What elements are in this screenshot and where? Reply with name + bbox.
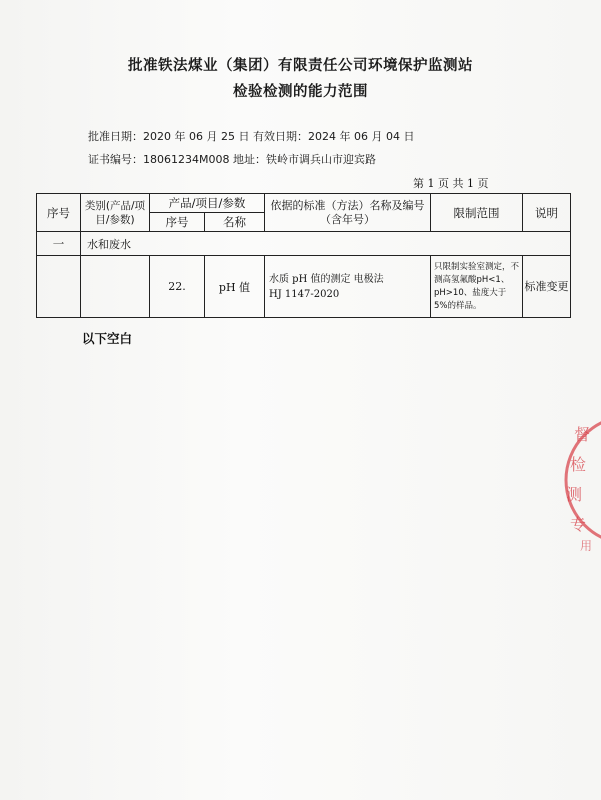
svg-text:测: 测 bbox=[566, 485, 583, 504]
row-category bbox=[81, 256, 150, 318]
row-limit: 只限制实验室测定，不测高氢氟酸pH<1、pH>10、盐度大于 5%的样品。 bbox=[431, 256, 523, 318]
capability-table bbox=[36, 193, 571, 318]
header-category: 类别(产品/项目/参数) bbox=[81, 194, 150, 232]
header-limit: 限制范围 bbox=[431, 194, 523, 232]
document-title: 批准铁法煤业（集团）有限责任公司环境保护监测站 bbox=[128, 58, 473, 74]
svg-text:督: 督 bbox=[574, 425, 591, 444]
table-header-row bbox=[37, 194, 571, 213]
table-row bbox=[37, 256, 571, 318]
document-subtitle: 检验检测的能力范围 bbox=[233, 84, 368, 100]
header-standard: 依据的标准（方法）名称及编号（含年号） bbox=[265, 194, 431, 232]
group-seq: 一 bbox=[37, 232, 81, 256]
svg-text:专: 专 bbox=[570, 515, 587, 534]
group-name: 水和废水 bbox=[81, 232, 571, 256]
row-note: 标准变更 bbox=[523, 256, 571, 318]
end-of-list-text: 以下空白 bbox=[82, 331, 133, 346]
row-standard bbox=[265, 256, 431, 318]
row-standard-name: 水质 pH 值的测定 电极法 bbox=[269, 273, 384, 285]
svg-text:检: 检 bbox=[570, 455, 587, 474]
header-sub-seq: 序号 bbox=[150, 213, 205, 232]
header-product: 产品/项目/参数 bbox=[150, 194, 265, 213]
svg-text:用: 用 bbox=[580, 539, 593, 553]
certificate-address: 证书编号：18061234M008 地址：铁岭市调兵山市迎宾路 bbox=[88, 153, 376, 166]
header-sub-name: 名称 bbox=[205, 213, 265, 232]
row-standard-code: HJ 1147-2020 bbox=[269, 288, 340, 300]
approval-dates: 批准日期：2020 年 06 月 25 日 有效日期：2024 年 06 月 04 日 bbox=[88, 130, 415, 143]
row-name: pH 值 bbox=[205, 256, 265, 318]
page-number: 第 1 页 共 1 页 bbox=[413, 177, 489, 190]
row-sub-seq: 22. bbox=[150, 256, 205, 318]
header-note: 说明 bbox=[523, 194, 571, 232]
row-seq bbox=[37, 256, 81, 318]
red-seal-stamp bbox=[560, 400, 601, 560]
header-seq: 序号 bbox=[37, 194, 81, 232]
table-group-row bbox=[37, 232, 571, 256]
